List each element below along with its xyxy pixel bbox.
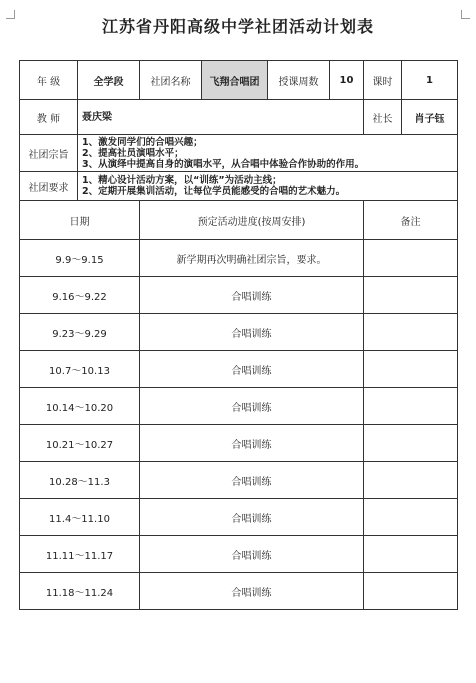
schedule-row — [20, 536, 458, 573]
row-date: 9.23～9.29 — [20, 314, 140, 351]
aim-line: 2、提高社员演唱水平； — [82, 147, 184, 159]
row-note — [364, 314, 458, 351]
schedule-row — [20, 573, 458, 610]
row-date: 9.16～9.22 — [20, 277, 140, 314]
schedule-row — [20, 388, 458, 425]
header-note: 备注 — [364, 201, 458, 240]
row-date: 10.7～10.13 — [20, 351, 140, 388]
club-plan-table — [19, 60, 458, 610]
teacher-value: 聂庆梁 — [78, 100, 364, 135]
teacher-label: 教 师 — [20, 100, 78, 135]
row-date: 10.21～10.27 — [20, 425, 140, 462]
aim-content — [78, 135, 458, 172]
row-date: 10.14～10.20 — [20, 388, 140, 425]
row-note — [364, 277, 458, 314]
schedule-row — [20, 277, 458, 314]
club-name-label: 社团名称 — [140, 61, 202, 100]
schedule-header-row — [20, 201, 458, 240]
grade-value: 全学段 — [78, 61, 140, 100]
row-note — [364, 351, 458, 388]
president-value: 肖子钰 — [402, 100, 458, 135]
aim-line: 3、从演绎中提高自身的演唱水平，从合唱中体验合作协助的作用。 — [82, 158, 365, 170]
header-plan: 预定活动进度(按周安排) — [140, 201, 364, 240]
row-plan: 合唱训练 — [140, 314, 364, 351]
row-note — [364, 499, 458, 536]
row-plan: 合唱训练 — [140, 573, 364, 610]
schedule-row — [20, 499, 458, 536]
weeks-value: 10 — [330, 61, 364, 100]
aim-row — [20, 135, 458, 172]
row-date: 11.18～11.24 — [20, 573, 140, 610]
schedule-row — [20, 425, 458, 462]
weeks-label: 授课周数 — [268, 61, 330, 100]
row-plan: 合唱训练 — [140, 425, 364, 462]
row-plan: 合唱训练 — [140, 388, 364, 425]
row-date: 11.4～11.10 — [20, 499, 140, 536]
president-label: 社长 — [364, 100, 402, 135]
row-note — [364, 240, 458, 277]
grade-label: 年 级 — [20, 61, 78, 100]
page-title: 江苏省丹阳高级中学社团活动计划表 — [101, 17, 374, 36]
info-row-2 — [20, 100, 458, 135]
row-note — [364, 425, 458, 462]
header-date: 日期 — [20, 201, 140, 240]
requirement-label: 社团要求 — [20, 172, 78, 201]
schedule-row — [20, 462, 458, 499]
row-note — [364, 388, 458, 425]
row-plan: 合唱训练 — [140, 351, 364, 388]
aim-line: 1、激发同学们的合唱兴趣； — [82, 136, 203, 148]
row-note — [364, 573, 458, 610]
requirement-line: 2、定期开展集训活动，让每位学员能感受的合唱的艺术魅力。 — [82, 186, 346, 197]
requirement-line: 1、精心设计活动方案，以“训练”为活动主线； — [82, 175, 282, 186]
row-plan: 合唱训练 — [140, 277, 364, 314]
hours-label: 课时 — [364, 61, 402, 100]
aim-label: 社团宗旨 — [20, 135, 78, 172]
club-name-value: 飞翔合唱团 — [202, 61, 268, 100]
schedule-row — [20, 314, 458, 351]
row-plan: 新学期再次明确社团宗旨，要求。 — [140, 240, 364, 277]
row-note — [364, 536, 458, 573]
row-note — [364, 462, 458, 499]
row-date: 9.9～9.15 — [20, 240, 140, 277]
row-plan: 合唱训练 — [140, 499, 364, 536]
schedule-row — [20, 351, 458, 388]
hours-value: 1 — [402, 61, 458, 100]
requirement-content — [78, 172, 458, 201]
row-date: 10.28～11.3 — [20, 462, 140, 499]
info-row-1 — [20, 61, 458, 100]
requirement-row — [20, 172, 458, 201]
row-date: 11.11～11.17 — [20, 536, 140, 573]
row-plan: 合唱训练 — [140, 536, 364, 573]
schedule-row — [20, 240, 458, 277]
row-plan: 合唱训练 — [140, 462, 364, 499]
